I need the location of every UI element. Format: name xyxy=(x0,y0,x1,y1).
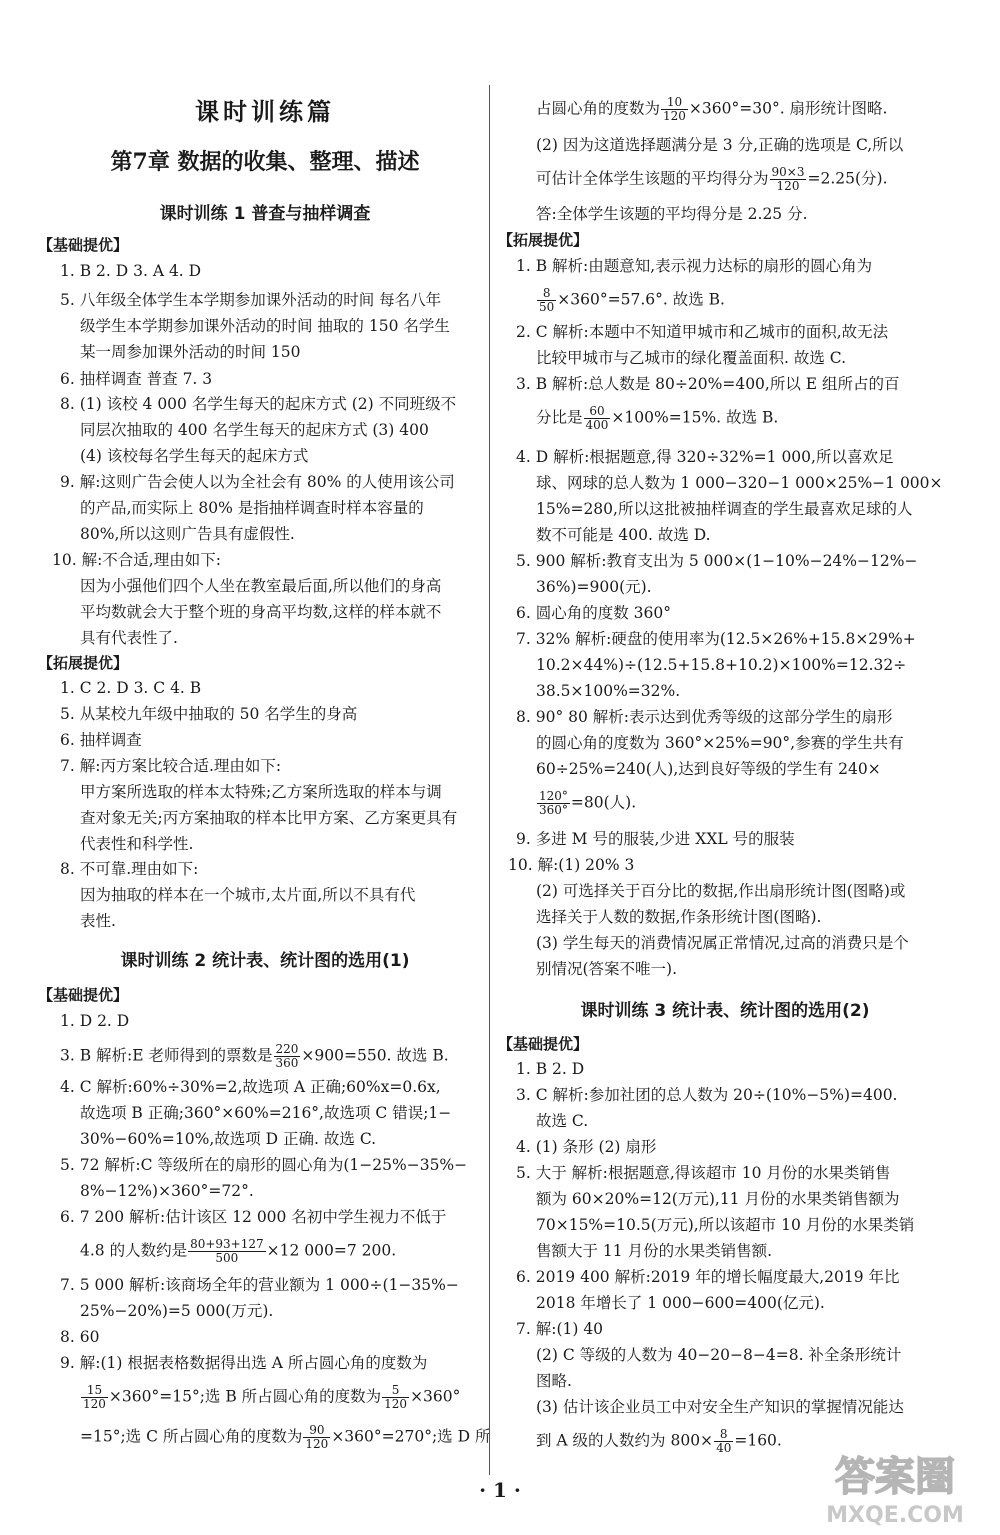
answer-line: 10. 解:(1) 20% 3 xyxy=(508,856,635,874)
fraction: $\frac{15}{120}$ xyxy=(83,1383,106,1411)
answer-line: (2) 因为这道选择题满分是 3 分,正确的选项是 C,所以 xyxy=(536,136,904,154)
answer-line: 60÷25%=240(人),达到良好等级的学生有 240× xyxy=(536,760,881,778)
answer-line: 7. 解:(1) 40 xyxy=(516,1320,604,1338)
basic-header-1: 【基础提优】 xyxy=(38,236,129,254)
fraction: $\frac{8}{50}$ xyxy=(539,286,555,314)
answer-line: 答:全体学生该题的平均得分是 2.25 分. xyxy=(536,205,808,223)
answer-line: 30%−60%=10%,故选项 D 正确. 故选 C. xyxy=(80,1130,377,1148)
answer-line: 甲方案所选取的样本太特殊;乙方案所选取的样本与调 xyxy=(80,783,442,801)
answer-line: 8. (1) 该校 4 000 名学生每天的起床方式 (2) 不同班级不 xyxy=(60,395,457,413)
answer-line: $\frac{15}{120}$ ×360°=15°;选 B 所占圆心角的度数为 $\frac{5}{120}$ ×360° xyxy=(83,1383,461,1411)
answer-line: 1. B 2. D xyxy=(516,1060,585,1078)
section-2-title: 课时训练 2 统计表、统计图的选用(1) xyxy=(120,951,410,971)
answer-line: 6. 7 200 解析:估计该区 12 000 名初中学生视力不低于 xyxy=(60,1208,447,1226)
answer-line: 8. 90° 80 解析:表示达到优秀等级的这部分学生的扇形 xyxy=(516,708,893,726)
answer-line: 比较甲城市与乙城市的绿化覆盖面积. 故选 C. xyxy=(536,349,847,367)
fraction: $\frac{60}{400}$ xyxy=(585,404,609,432)
answer-line: 8%−12%)×360°=72°. xyxy=(80,1182,254,1200)
answer-line: 5. 八年级全体学生本学期参加课外活动的时间 每名八年 xyxy=(60,291,442,309)
fraction: $\frac{90\times 3}{120}$ xyxy=(771,165,805,193)
fraction: $\frac{220}{360}$ xyxy=(275,1042,299,1070)
answer-line: 5. 大于 解析:根据题意,得该超市 10 月份的水果类销售 xyxy=(516,1164,891,1182)
answer-line: 图略. xyxy=(536,1372,572,1390)
answer-line: 7. 5 000 解析:该商场全年的营业额为 1 000÷(1−35%− xyxy=(60,1276,459,1294)
answer-line: 售额大于 11 月份的水果类销售额. xyxy=(536,1242,773,1260)
answer-line: 36%)=900(元). xyxy=(536,578,652,596)
answer-line: 38.5×100%=32%. xyxy=(536,682,681,700)
answer-line: 额为 60×20%=12(万元),11 月份的水果类销售额为 xyxy=(536,1190,900,1208)
extend-header-2: 【拓展提优】 xyxy=(498,231,589,249)
answer-line: $\frac{8}{50}$ ×360°=57.6°. 故选 B. xyxy=(539,286,725,314)
answer-line: 同层次抽取的 400 名学生每天的起床方式 (3) 400 xyxy=(80,421,429,439)
answer-line: 因为小强他们四个人坐在教室最后面,所以他们的身高 xyxy=(80,577,442,595)
watermark-top-text: 答案圈 xyxy=(835,1454,955,1500)
basic-header-3: 【基础提优】 xyxy=(498,1035,589,1053)
answer-line: 6. 抽样调查 普查 7. 3 xyxy=(60,370,213,388)
answer-line: 2. C 解析:本题中不知道甲城市和乙城市的面积,故无法 xyxy=(516,323,889,341)
answer-line: 1. B 解析:由题意知,表示视力达标的扇形的圆心角为 xyxy=(516,257,873,275)
answer-line: 6. 2019 400 解析:2019 年的增长幅度最大,2019 年比 xyxy=(516,1268,900,1286)
section-1-title: 课时训练 1 普查与抽样调查 xyxy=(159,204,371,224)
answer-line: 15%=280,所以这批被抽样调查的学生最喜欢足球的人 xyxy=(536,500,913,518)
answer-line: 故选 C. xyxy=(536,1112,589,1130)
answer-line: 1. D 2. D xyxy=(60,1012,130,1030)
answer-line: 可估计全体学生该题的平均得分为 $\frac{90\times 3}{120}$ =2.25(分). xyxy=(536,165,888,193)
fraction: $\frac{10}{120}$ xyxy=(663,95,686,123)
answer-line: 9. 解:(1) 根据表格数据得出选 A 所占圆心角的度数为 xyxy=(60,1354,428,1372)
answer-line: 9. 解:这则广告会使人以为全社会有 80% 的人使用该公司 xyxy=(60,473,455,491)
answer-line: (3) 学生每天的消费情况属正常情况,过高的消费只是个 xyxy=(536,934,909,952)
answer-line: 选择关于人数的数据,作条形统计图(图略). xyxy=(536,908,822,926)
answer-line: (3) 估计该企业员工中对安全生产知识的掌握情况能达 xyxy=(536,1398,904,1416)
answer-line: 3. C 解析:参加社团的总人数为 20÷(10%−5%)=400. xyxy=(516,1086,898,1104)
answer-line: 数不可能是 400. 故选 D. xyxy=(536,526,711,544)
answer-line: 5. 从某校九年级中抽取的 50 名学生的身高 xyxy=(60,705,358,723)
answer-line: 4.8 的人数约是 $\frac{80+93+127}{500}$ ×12 000=7 200. xyxy=(80,1237,397,1265)
answer-line: 球、网球的总人数为 1 000−320−1 000×25%−1 000× xyxy=(536,474,943,492)
answer-line: 某一周参加课外活动的时间 150 xyxy=(80,343,301,361)
answer-line: 3. B 解析:E 老师得到的票数是 $\frac{220}{360}$ ×900=550. 故选 B. xyxy=(60,1042,449,1070)
answer-line: 级学生本学期参加课外活动的时间 抽取的 150 名学生 xyxy=(80,317,450,335)
page-number: · 1 · xyxy=(479,1478,521,1502)
answer-line: (4) 该校每名学生每天的起床方式 xyxy=(80,447,309,465)
answer-line: 1. B 2. D 3. A 4. D xyxy=(60,262,202,280)
answer-line: 2018 年增长了 1 000−600=400(亿元). xyxy=(536,1294,825,1312)
answer-line: 7. 32% 解析:硬盘的使用率为(12.5×26%+15.8×29%+ xyxy=(516,630,916,648)
extend-header-1: 【拓展提优】 xyxy=(38,654,129,672)
section-3-title: 课时训练 3 统计表、统计图的选用(2) xyxy=(580,1001,870,1021)
answer-line: 4. D 解析:根据题意,得 320÷32%=1 000,所以喜欢足 xyxy=(516,448,894,466)
answer-line: 分比是 $\frac{60}{400}$ ×100%=15%. 故选 B. xyxy=(536,404,779,432)
answer-line: (2) 可选择关于百分比的数据,作出扇形统计图(图略)或 xyxy=(536,882,906,900)
answer-line: 6. 抽样调查 xyxy=(60,731,142,749)
fraction: $\frac{90}{120}$ xyxy=(305,1423,329,1451)
answer-line: 故选项 B 正确;360°×60%=216°,故选项 C 错误;1− xyxy=(80,1104,452,1122)
answer-line: 别情况(答案不唯一). xyxy=(536,960,678,978)
answer-line: 7. 解:丙方案比较合适.理由如下: xyxy=(60,757,282,775)
fraction: $\frac{8}{40}$ xyxy=(716,1427,732,1455)
answer-line: 8. 60 xyxy=(60,1328,100,1346)
chapter-title: 第7章 数据的收集、整理、描述 xyxy=(110,149,420,175)
page-title: 课时训练篇 xyxy=(195,97,335,126)
answer-line: 的圆心角的度数为 360°×25%=90°,参赛的学生共有 xyxy=(536,734,904,752)
fraction: $\frac{120^\circ}{360^\circ}$ xyxy=(539,789,568,817)
answer-line: 6. 圆心角的度数 360° xyxy=(516,604,671,622)
answer-line: 4. C 解析:60%÷30%=2,故选项 A 正确;60%x=0.6x, xyxy=(60,1078,441,1096)
fraction: $\frac{80+93+127}{500}$ xyxy=(190,1237,264,1265)
answer-line: 代表性和科学性. xyxy=(80,835,194,853)
column-divider xyxy=(489,85,490,1475)
fraction: $\frac{5}{120}$ xyxy=(384,1383,408,1411)
answer-line: 9. 多进 M 号的服装,少进 XXL 号的服装 xyxy=(516,830,795,848)
answer-line: 5. 72 解析:C 等级所在的扇形的圆心角为(1−25%−35%− xyxy=(60,1156,468,1174)
watermark-logo-icon xyxy=(800,1440,990,1530)
answer-line: 3. B 解析:总人数是 80÷20%=400,所以 E 组所占的百 xyxy=(516,375,900,393)
answer-line: 10.2×44%)÷(12.5+15.8+10.2)×100%=12.32÷ xyxy=(536,656,907,674)
answer-line: 的产品,而实际上 80% 是指抽样调查时样本容量的 xyxy=(80,499,424,517)
answer-line: 表性. xyxy=(80,912,116,930)
answer-line: 80%,所以这则广告具有虚假性. xyxy=(80,525,295,543)
answer-line: 70×15%=10.5(万元),所以该超市 10 月份的水果类销 xyxy=(536,1216,915,1234)
answer-line: 因为抽取的样本在一个城市,太片面,所以不具有代 xyxy=(80,886,416,904)
answer-line: 占圆心角的度数为 $\frac{10}{120}$ ×360°=30°. 扇形统计图略. xyxy=(536,95,888,123)
watermark-bottom-text: MXQE.COM xyxy=(826,1503,964,1528)
answer-line: 平均数就会大于整个班的身高平均数,这样的样本就不 xyxy=(80,603,442,621)
answer-line: $\frac{120^\circ}{360^\circ}$ =80(人). xyxy=(539,789,637,817)
answer-line: =15°;选 C 所占圆心角的度数为 $\frac{90}{120}$ ×360°=270°;选 D 所 xyxy=(80,1423,491,1451)
answer-line: 10. 解:不合适,理由如下: xyxy=(52,551,221,569)
answer-line: 25%−20%)=5 000(万元). xyxy=(80,1302,274,1320)
answer-line: 查对象无关;丙方案抽取的样本比甲方案、乙方案更具有 xyxy=(80,809,458,827)
answer-line: 具有代表性了. xyxy=(80,629,178,647)
answer-line: 4. (1) 条形 (2) 扇形 xyxy=(516,1138,657,1156)
answer-line: 到 A 级的人数约为 800× $\frac{8}{40}$ =160. xyxy=(536,1427,782,1455)
answer-line: 8. 不可靠.理由如下: xyxy=(60,860,199,878)
answer-line: (2) C 等级的人数为 40−20−8−4=8. 补全条形统计 xyxy=(536,1346,902,1364)
answer-line: 1. C 2. D 3. C 4. B xyxy=(60,679,202,697)
basic-header-2: 【基础提优】 xyxy=(38,986,129,1004)
answer-line: 5. 900 解析:教育支出为 5 000×(1−10%−24%−12%− xyxy=(516,552,918,570)
